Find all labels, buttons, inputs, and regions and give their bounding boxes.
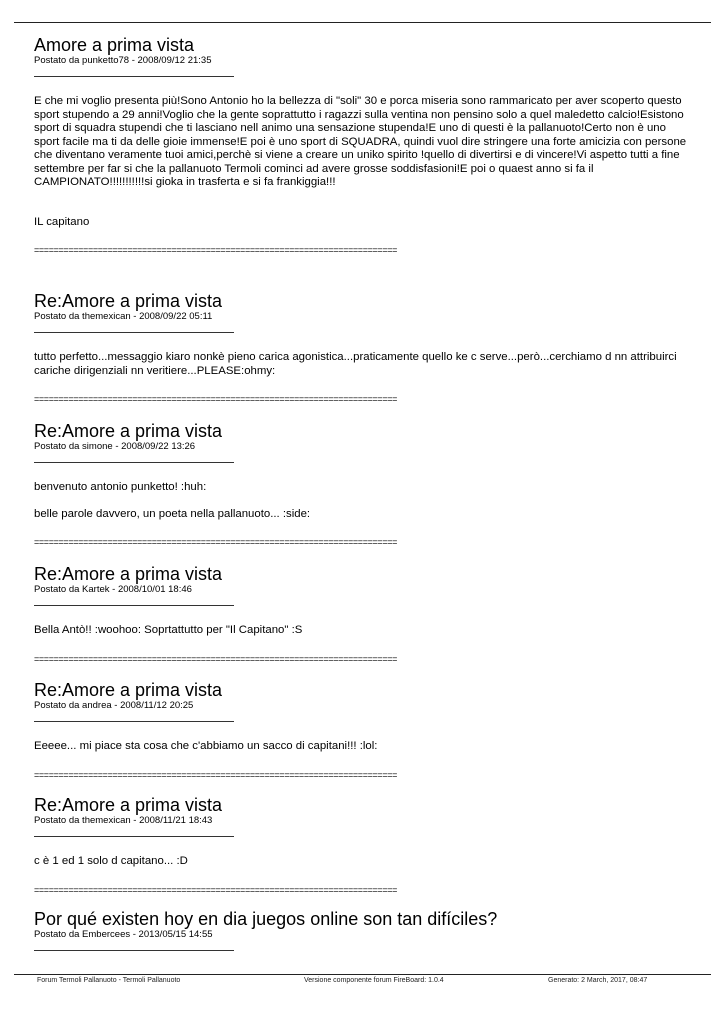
post-meta: Postato da Embercees - 2013/05/15 14:55 — [34, 929, 213, 940]
post-title: Re:Amore a prima vista — [34, 795, 223, 815]
post-title: Re:Amore a prima vista — [34, 291, 223, 311]
forum-post — [34, 910, 689, 951]
post-title: Por qué existen hoy en dia juegos online son tan difíciles? — [34, 909, 498, 929]
page-bottom-rule — [14, 974, 711, 975]
footer-site-name: Forum Termoli Pallanuoto - Termoli Pallanuoto — [37, 977, 181, 984]
post-paragraph: belle parole davvero, un poeta nella pallanuoto... :side: — [34, 507, 311, 520]
footer-component-version: Versione componente forum FireBoard: 1.0.4 — [304, 977, 444, 984]
meta-divider — [34, 605, 234, 606]
post-separator: ========================================================================== — [34, 537, 398, 547]
post-separator: ========================================================================== — [34, 653, 398, 664]
post-body — [34, 351, 689, 378]
post-body — [34, 740, 689, 754]
meta-divider — [34, 950, 234, 951]
meta-divider — [34, 76, 234, 77]
post-separator: ========================================================================== — [34, 394, 398, 404]
post-title: Amore a prima vista — [34, 35, 195, 55]
post-separator: ========================================================================== — [34, 884, 398, 895]
post-title: Re:Amore a prima vista — [34, 680, 223, 700]
post-separator: ========================================================================== — [34, 245, 398, 255]
post-meta: Postato da punketto78 - 2008/09/12 21:35 — [34, 55, 212, 66]
post-meta: Postato da themexican - 2008/11/21 18:43 — [34, 815, 213, 826]
forum-post — [34, 681, 689, 780]
post-paragraph: c è 1 ed 1 solo d capitano... :D — [34, 855, 188, 867]
post-paragraph: Eeeee... mi piace sta cosa che c'abbiamo un sacco di capitani!!! :lol: — [34, 740, 378, 752]
post-meta: Postato da themexican - 2008/09/22 05:11 — [34, 311, 213, 322]
forum-post — [34, 565, 689, 664]
post-body — [34, 95, 689, 229]
post-separator: ========================================================================== — [34, 769, 398, 780]
post-body — [34, 624, 689, 638]
post-meta: Postato da Kartek - 2008/10/01 18:46 — [34, 584, 192, 595]
post-meta: Postato da andrea - 2008/11/12 20:25 — [34, 700, 194, 711]
post-body — [34, 855, 689, 869]
post-paragraph: tutto perfetto...messaggio kiaro nonkè pieno carica agonistica...praticamente quello ke c serve...però...cerchiamo d nn attribuirci cariche dirigenziali nn veritiere...PLEASE:ohmy: — [34, 351, 677, 377]
post-paragraph: Bella Antò!! :woohoo: Soprtattutto per "Il Capitano" :S — [34, 624, 303, 636]
forum-post — [34, 292, 689, 404]
forum-post — [34, 36, 689, 255]
post-meta: Postato da simone - 2008/09/22 13:26 — [34, 441, 196, 452]
post-paragraph: benvenuto antonio punketto! :huh: — [34, 481, 207, 493]
post-title: Re:Amore a prima vista — [34, 564, 223, 584]
meta-divider — [34, 721, 234, 722]
post-signature: IL capitano — [34, 215, 90, 228]
post-paragraph: E che mi voglio presenta più!Sono Antonio ho la bellezza di "soli" 30 e porca miseria sono rammaricato per aver scoperto questo sport stupendo a 29 anni!Voglio che la gente soprattutto i ragazzi sulla ventina non pensino solo a quel maledetto calcio!Esistono sport di squadra stupendi che ti lasciano nell animo una sensazione stupenda!E uno di questi è la pallanuoto!Certo non è uno sport facile ma ti da delle gioie immense!E poi è uno sport di SQUADRA, quindi vuol dire stringere una forte amicizia con persone che diventano veramente tuoi amici,perchè si viene a creare un uniko spirito !quello di divertirsi e di vincere!Vi aspetto tutti a fine settembre per far si che la pallanuoto Termoli cominci ad avere grosse soddisfasioni!E poi o quaest anno si fa il CAMPIONATO!!!!!!!!!!!si gioka in trasferta e si fa frankiggia!!! — [34, 95, 687, 188]
post-title: Re:Amore a prima vista — [34, 421, 223, 441]
meta-divider — [34, 462, 234, 463]
footer-generated-date: Generato: 2 March, 2017, 08:47 — [548, 977, 648, 984]
forum-post — [34, 422, 689, 547]
post-body — [34, 481, 689, 521]
meta-divider — [34, 836, 234, 837]
page-top-rule — [14, 22, 711, 23]
forum-post — [34, 796, 689, 895]
meta-divider — [34, 332, 234, 333]
